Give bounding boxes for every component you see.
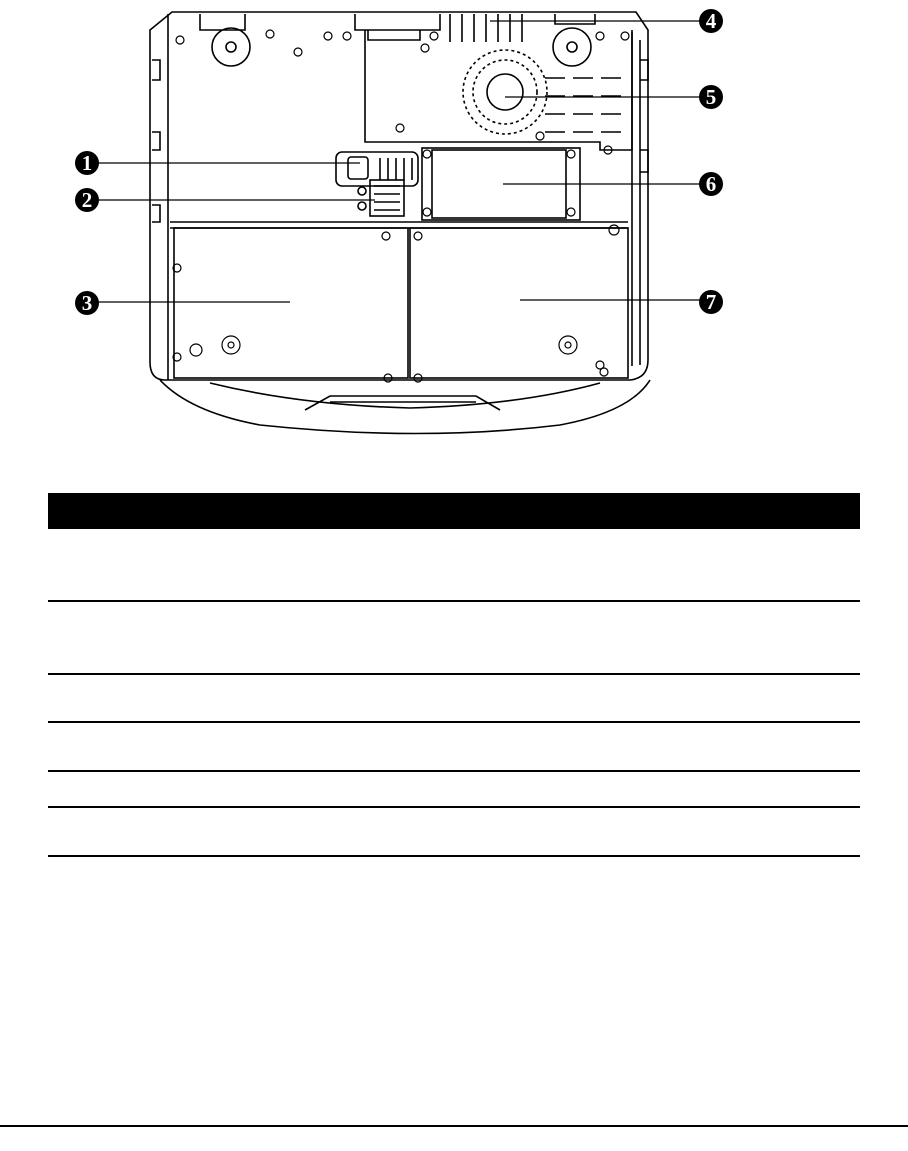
callout-marker-2 [75,188,99,212]
callout-marker-7 [699,290,723,314]
svg-text:4: 4 [705,9,717,33]
callout-marker-6 [699,172,723,196]
laptop-bottom-view-diagram [0,0,908,490]
callout-marker-1 [75,151,99,175]
svg-text:5: 5 [705,85,717,109]
table-header-bar [48,493,860,529]
page-footer-rule [0,1125,908,1127]
table-row-divider [48,721,860,723]
table-row-divider [48,806,860,808]
table-row-divider [48,855,860,857]
svg-text:1: 1 [81,151,93,175]
svg-text:2: 2 [81,188,93,212]
svg-text:6: 6 [705,172,717,196]
table-row-divider [48,770,860,772]
callout-marker-4 [699,9,723,33]
table-row-divider [48,673,860,675]
svg-text:7: 7 [705,290,717,314]
callout-marker-3 [75,291,99,315]
svg-text:3: 3 [81,291,93,315]
callout-marker-5 [699,85,723,109]
table-row-divider [48,600,860,602]
